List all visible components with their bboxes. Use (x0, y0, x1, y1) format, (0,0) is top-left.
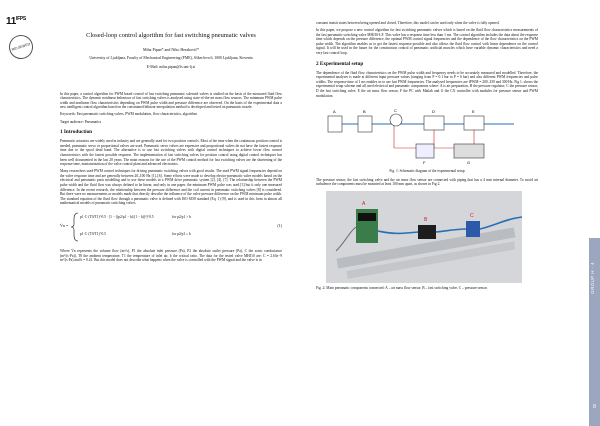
paper-affiliation: University of Ljubljana, Faculty of Mechanical Engineering (FME), Aškerčeva 6, 1000 Ljubljana, Slovenia (89, 56, 253, 60)
photo-label-a: A (362, 200, 366, 207)
schematic-label-e: E (472, 109, 475, 115)
reviewed-stamp (6, 32, 36, 62)
schematic-label-a: A (333, 109, 336, 115)
pc-block (416, 144, 434, 158)
group-label: GROUP H - 4 (590, 262, 595, 294)
equation-case-1: p1·C·(T0/T1)^0.5 · [1 − ((p2/p1 − b)/(1 − b))²]^0.5 (80, 214, 154, 219)
switching-valve-block (424, 116, 444, 130)
equation-case-2: p1·C·(T0/T1)^0.5 (80, 231, 106, 236)
setup-paragraph-1: The dependence of the fluid flow characteristics on the PWM pulse width and frequency needs to be accurately measured and modelled. Therefore, the experimental analyses is made at different input pressure values (ranging from P = 0.1 bar to P = 6 bar) and also different PWM frequencies and pulse widths. The response time of 1 ms enables us to use fast PWM frequencies. The analysed frequencies are fPWM = 200, 250 and 300 Hz. Fig 1. shows the experimental setup scheme and all used electrical and pneumatic components where: A is air preparation, B the pressure regulator, C the pressure sensor, D the fast switching valve, E the air mass flow sensor, F the PC with Matlab and G the CX controller with modules for pressure sensor and PWM modulation. (316, 70, 538, 98)
mass-flow-sensor-block (464, 116, 484, 130)
schematic-label-f: F (423, 160, 426, 166)
intro-paragraph-2: Many researchers used PWM control techniques for driving pneumatic switching valves with good results. The used PWM signal frequencies depend on the valve response time and are generally between 20–100 Hz [1]–[6]. Some efforts were made to develop electro-pneumatic valve models based on the electrical and pneumatic parts modelling and to use these models in a PWM drive pneumatic system [2], [4], [7]. The relationship between the PWM pulse width and the fluid flow was always defined to be linear, and only in one paper, the minimum PWM pulse was used [3] but it only one measured difference. In the recent research, the relationship between the pressure difference and the coil current in pneumatic switching valves [8] is considered. But there were no measurements or models made that directly describe the influence of the valve pressure difference on the PWM minimum pulse width. The standard equation of the fluid flow through a pneumatic valve is defined with ISO 6358 standard (Eq. 1) [9], and is used in this form in almost all mathematical models of pneumatic switching valves. (60, 169, 282, 206)
pressure-sensor-symbol (390, 114, 402, 126)
pressure-regulator-block (358, 116, 372, 132)
equation-number: (1) (277, 222, 282, 228)
schematic-label-b: B (363, 109, 366, 115)
switching-valve (418, 225, 436, 239)
section-1-heading: 1 Introduction (60, 129, 93, 136)
right-paragraph-1: constant transit states between being opened and closed. Therefore, this model can be used only when the valve is fully opened. (316, 21, 500, 25)
air-preparation-block (328, 116, 342, 132)
setup-paragraph-2: The pressure sensor, the fast switching valve and the air mass flow sensor are connected with piping that has a 4 mm internal diameter. To avoid air turbulence the components must be mounted at least 100 mm apart, as shown in Fig 2. (316, 177, 538, 187)
figure-1-schematic (324, 104, 529, 166)
intro-paragraph-1: Pneumatic actuators are widely used in industry and are generally used for two position controls. Most of the time when the continuous position control is needed, pneumatic servo or proportional valves are used. Pneumatic servo valves are expensive and proportional valves do not have the fastest response time due to the spool dead band. The alternative is to use fast switching valves with digital control techniques to achieve lower flow control characteristics with the fastest possible response. The implementation of fast switching valves for position control using digital control techniques has been well documented in the last 20 years. The main reasons for the use of the PWM control method for fast switching valves are the shortening of the response time, miniaturization of the valve control plant and advanced electronics. (60, 139, 282, 167)
schematic-label-g: G (467, 160, 471, 166)
logo-superscript: IFPS (15, 16, 26, 22)
right-paragraph-2: In this paper, we propose a new control algorithm for fast switching pneumatic valves which is based on the fluid flow characteristics measurements of the fast pneumatic switching valve MHJ10-LF. This valve has a response time less than 1 ms. The control algorithm includes the data about the response time which depends on the pressure difference, the optimal PWM control signal frequencies and the dependence of the flow characteristics on the PWM pulse width. The algorithm enables us to get the fastest response possible and also allows the fluid flow control with linear dependence on the control signal. It will be used in the future for the construction control of pneumatic artificial muscles which have variable dynamic characteristics and need a very fast control loop. (316, 28, 538, 56)
logo-number: 11 (6, 16, 16, 27)
equation-lhs: V̇n (60, 222, 65, 228)
figure-1-caption: Fig. 1: Schematic diagram of the experimental setup (389, 169, 465, 174)
schematic-label-d: D (432, 109, 435, 115)
intro-paragraph-3: Where V̇n represents the volume flow (m³/s), P1 the absolute inlet pressure (Pa), P2 the absolute outlet pressure (Pa), C the sonic conductance (m³/(s·Pa)), T0 the ambient temperature, T1 the temperature of inlet air, b the critical ratio. The data for the tested valve MHJ10 are: C = 2.63e−9 m³/(s·Pa) and b = 0.41. But this model does not describe what happens when the valve is controlled with the PWM signal and the valve is in (60, 248, 282, 263)
page-number: 8 (593, 404, 596, 410)
ifk-logo (6, 16, 26, 27)
cx-controller-block (454, 144, 484, 158)
schematic-diagram (324, 104, 529, 166)
figure-2-photo (326, 191, 522, 283)
schematic-label-c: C (394, 108, 397, 114)
components-photo (326, 191, 522, 283)
paper-authors: Miha Pipan* and Niko Herakovič* (143, 47, 199, 52)
reviewed-stamp-text: REVIEWED (11, 42, 31, 52)
equation-1 (60, 211, 282, 243)
photo-label-c: C (470, 212, 474, 219)
paper-email: E-Mail: miha.pipan@fs.uni-lj.si (146, 64, 196, 69)
abstract: In this paper, a control algorithm for PWM based control of fast switching pneumatic solenoid valves is studied on the basis of the measured fluid flow characteristics. The dynamic nonlinear behaviour of fast switching valves is analysed using state-of-the-art mass flow sensors. The minimum PWM pulse width and nonlinear flow characteristics depending on PWM pulse width and pressure difference are observed. On the basis of the experimental data a new intelligent control algorithm based on the constrained bilinear interpolation method is developed and tested on pneumatic nozzle. (60, 91, 282, 110)
equation-equals: = (66, 222, 69, 228)
left-column (60, 26, 282, 265)
paper-title: Closed-loop control algorithm for fast switching pneumatic valves (86, 32, 256, 39)
right-column (316, 21, 538, 294)
pressure-sensor (466, 221, 480, 237)
section-2-heading: 2 Experimental setup (316, 60, 364, 67)
flow-sensor-display (358, 213, 376, 221)
equation-condition-1: for p2/p1 > b (172, 214, 191, 219)
target-audience: Target audience: Pneumatics (60, 119, 102, 124)
photo-label-b: B (424, 216, 428, 223)
keywords: Keywords: Fast pneumatic switching valves, PWM modulation, flow characteristics, algorithm (60, 112, 197, 117)
equation-condition-2: for p2/p1 ≤ b (172, 231, 191, 236)
figure-2-caption: Fig. 2: Main pneumatic components connected: A – air mass flow sensor, B – fast switching valve, C – pressure sensor. (316, 285, 488, 290)
